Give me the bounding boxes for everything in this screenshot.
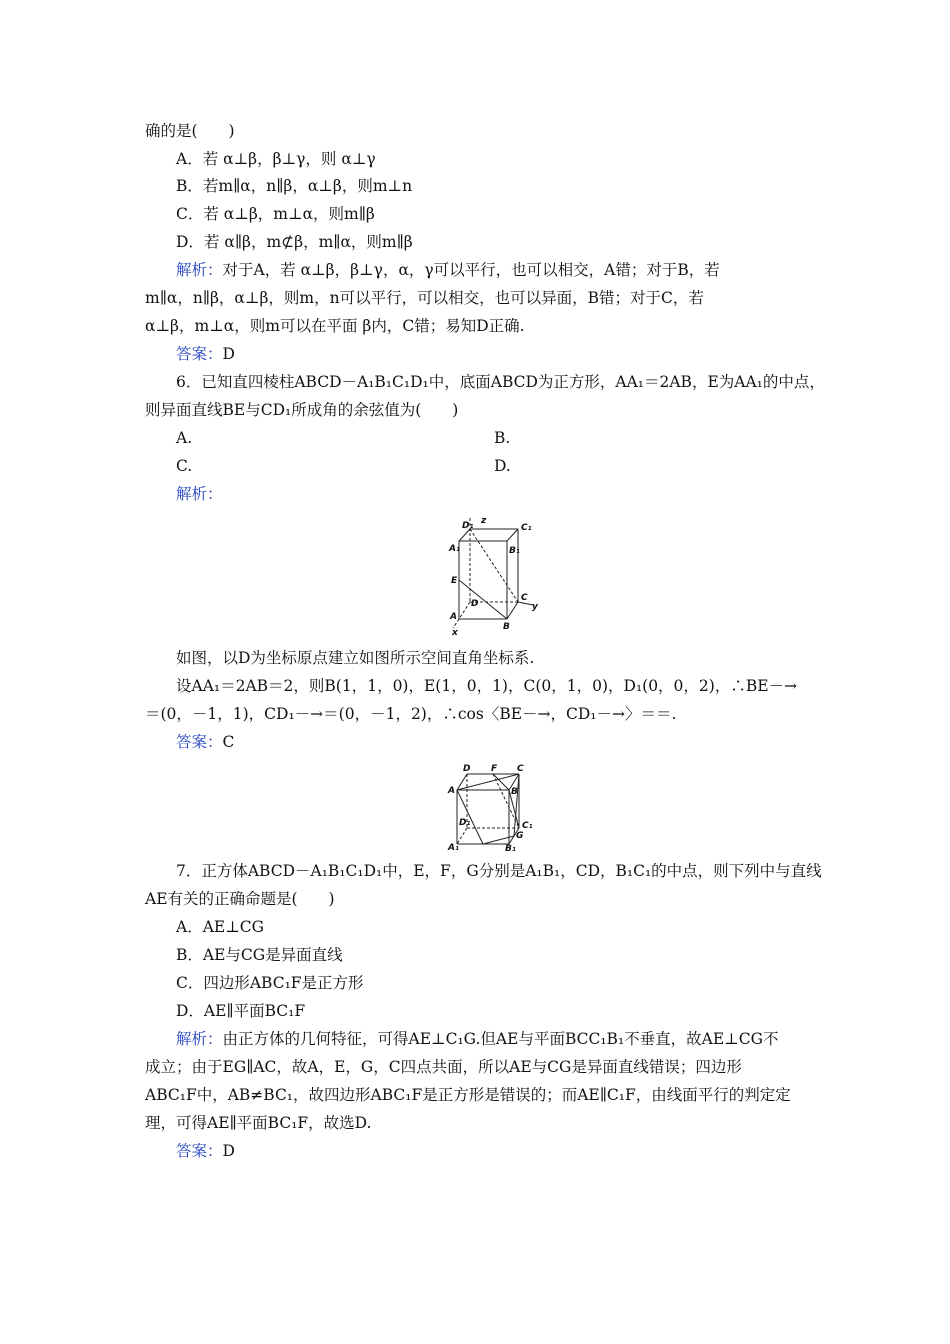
q6-fig-label-c: C (521, 593, 528, 603)
q7-answer (176, 1141, 235, 1161)
q6-fig-label-z: z (481, 516, 487, 526)
q5-option-b: B．若m∥α，n∥β，α⊥β，则m⊥n (176, 177, 413, 195)
q6-fig-label-a: A (450, 612, 457, 622)
q6-fig-label-b: B (503, 622, 510, 632)
q5-answer-label: 答案： (176, 345, 223, 363)
q6-fig-label-b1: B₁ (509, 546, 520, 556)
q7-fig-label-g: G (516, 831, 524, 841)
q7-explanation-line-3: ABC₁F中，AB≠BC₁，故四边形ABC₁F是正方形是错误的；而AE∥C₁F，由线面平行的判定定 (145, 1086, 791, 1104)
q7-explanation-line-2: 成立；由于EG∥AC，故A，E，G，C四点共面，所以AE与CG是异面直线错误；四边形 (145, 1058, 742, 1076)
q6-fig-label-d: D (471, 599, 479, 609)
q7-fig-label-b1: B₁ (505, 844, 516, 852)
q5-stem-tail: 确的是( ) (145, 122, 235, 140)
q5-jiexi-label: 解析： (176, 261, 223, 279)
q7-stem-line-2: AE有关的正确命题是( ) (145, 890, 335, 908)
q6-fig-label-x: x (452, 628, 458, 638)
q6-option-b: B. (494, 429, 511, 447)
q7-answer-value: D (222, 1142, 235, 1160)
q5-explanation-line-1 (176, 260, 720, 280)
q6-option-c: C. (176, 457, 193, 475)
q7-fig-label-a1: A₁ (448, 843, 459, 852)
q7-answer-label: 答案： (176, 1142, 223, 1160)
q6-fig-label-a1: A₁ (449, 544, 460, 554)
q7-option-b: B．AE与CG是异面直线 (176, 946, 343, 964)
q6-jiexi-label: 解析： (176, 485, 223, 503)
q7-option-d: D．AE∥平面BC₁F (176, 1002, 306, 1020)
q6-answer (176, 732, 234, 752)
q6-prism-figure (445, 512, 545, 640)
q6-solution-line-3: ＝(0，－1，1)，CD₁－→＝(0，－1，2)，∴cos〈BE－→，CD₁－→〉＝＝. (145, 705, 677, 723)
q5-answer (176, 344, 235, 364)
q6-stem-line-2: 则异面直线BE与CD₁所成角的余弦值为( ) (145, 401, 459, 419)
q7-fig-label-a: A (448, 786, 455, 796)
q5-option-a: A．若 α⊥β，β⊥γ，则 α⊥γ (176, 150, 376, 168)
q6-answer-value: C (222, 733, 235, 751)
q5-explanation-line-3: α⊥β，m⊥α，则m可以在平面 β内，C错；易知D正确. (145, 317, 525, 335)
q5-option-c: C．若 α⊥β，m⊥α，则m∥β (176, 205, 375, 223)
q7-stem-line-1: 7．正方体ABCD－A₁B₁C₁D₁中，E，F，G分别是A₁B₁，CD，B₁C₁的中点，则下列中与直线 (176, 862, 822, 880)
q5-option-d: D．若 α∥β，m⊄β，m∥α，则m∥β (176, 233, 413, 251)
q7-fig-label-d1: D₁ (459, 818, 471, 828)
q6-solution-line-1: 如图，以D为坐标原点建立如图所示空间直角坐标系. (176, 649, 535, 667)
q5-answer-value: D (222, 345, 235, 363)
q7-fig-label-d: D (463, 764, 471, 774)
q6-stem-line-1: 6．已知直四棱柱ABCD－A₁B₁C₁D₁中，底面ABCD为正方形，AA₁＝2AB，E为AA₁的中点， (176, 373, 825, 391)
q5-explanation-line-2: m∥α，n∥β，α⊥β，则m，n可以平行，可以相交，也可以异面，B错；对于C，若 (145, 289, 704, 307)
q6-fig-label-y: y (532, 602, 538, 612)
q7-fig-label-b: B (511, 787, 518, 797)
q7-jiexi-text-1: 由正方体的几何特征，可得AE⊥C₁G.但AE与平面BCC₁B₁不垂直，故AE⊥CG不 (222, 1030, 779, 1048)
q7-fig-label-f: F (491, 764, 498, 774)
q5-jiexi-text-1: 对于A，若 α⊥β，β⊥γ，α，γ可以平行，也可以相交，A错；对于B，若 (222, 261, 720, 279)
q7-cube-figure (445, 760, 545, 852)
q6-option-a: A. (176, 429, 193, 447)
q7-explanation-line-4: 理，可得AE∥平面BC₁F，故选D. (145, 1114, 372, 1132)
q7-fig-label-c1: C₁ (522, 821, 533, 831)
q6-answer-label: 答案： (176, 733, 223, 751)
q6-option-d: D. (494, 457, 511, 475)
q7-jiexi-label: 解析： (176, 1030, 223, 1048)
q6-fig-label-c1: C₁ (521, 523, 532, 533)
q7-option-c: C．四边形ABC₁F是正方形 (176, 974, 364, 992)
q6-fig-label-d1: D₁ (462, 521, 474, 531)
q7-fig-label-c: C (517, 764, 524, 774)
q7-explanation-line-1 (176, 1029, 778, 1049)
q6-fig-label-e: E (451, 576, 458, 586)
q7-option-a: A．AE⊥CG (176, 918, 265, 936)
q6-solution-line-2: 设AA₁＝2AB＝2，则B(1，1，0)，E(1，0，1)，C(0，1，0)，D₁(0，0，2)，∴BE－→ (176, 677, 798, 695)
